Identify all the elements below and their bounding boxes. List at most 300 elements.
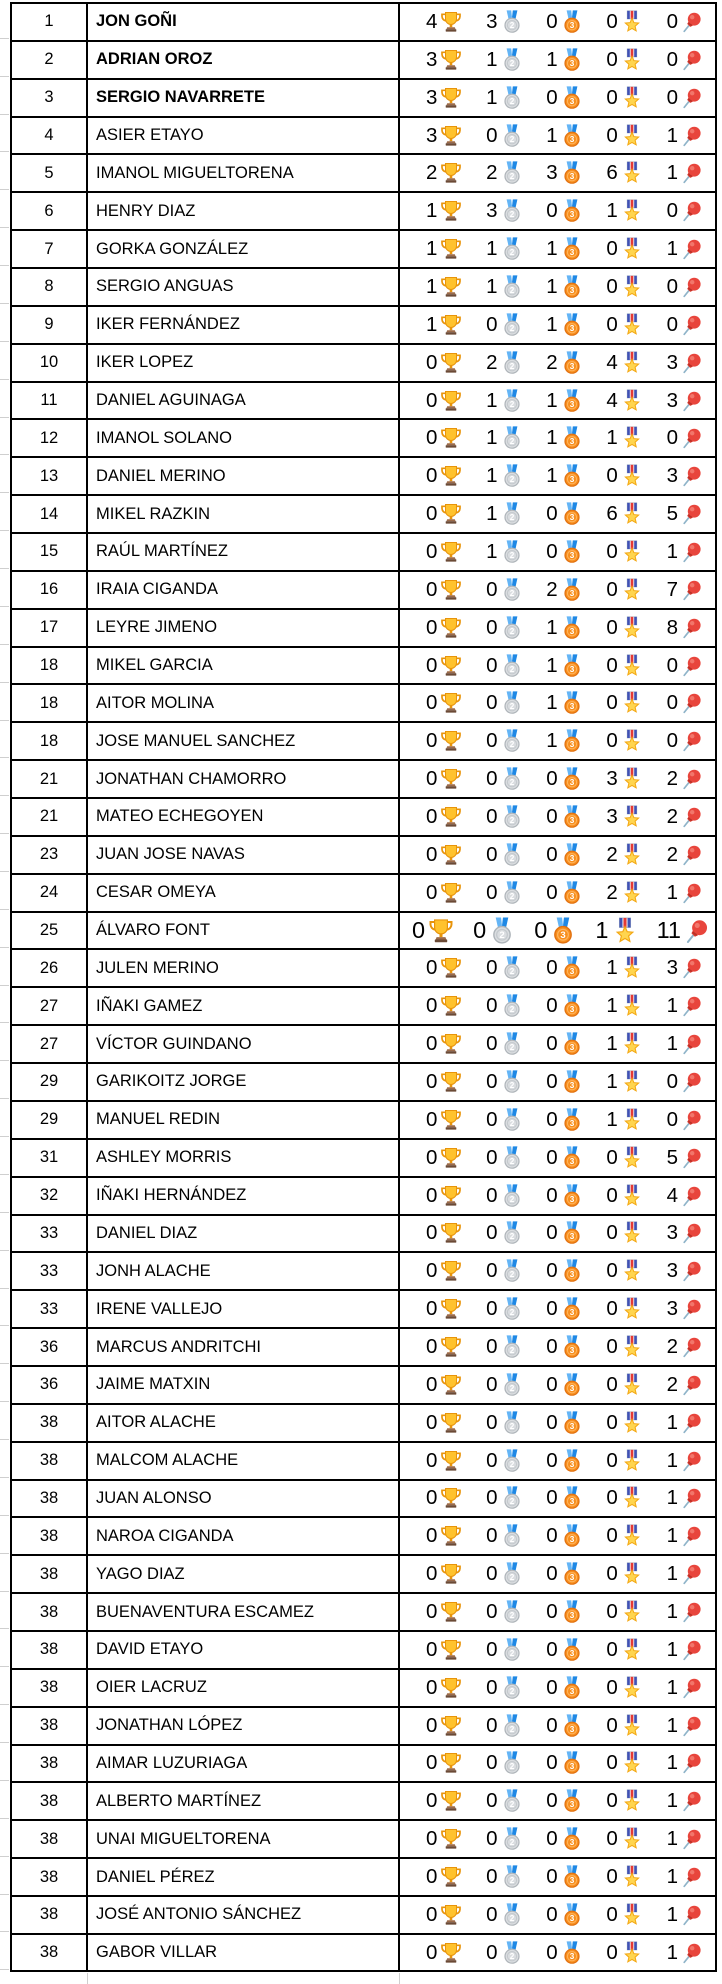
- rank-cell[interactable]: [12, 1746, 88, 1782]
- rank-cell[interactable]: [12, 1594, 88, 1630]
- stats-cell[interactable]: [400, 1783, 715, 1819]
- stats-cell[interactable]: [400, 723, 715, 759]
- rank-cell[interactable]: [12, 345, 88, 381]
- svg-text:3: 3: [569, 1119, 574, 1129]
- stats-cell[interactable]: [400, 345, 715, 381]
- name-cell[interactable]: [88, 1405, 400, 1441]
- bronze_medals-count: 0: [546, 842, 558, 866]
- stats-cell[interactable]: [400, 1821, 715, 1857]
- name-cell[interactable]: [88, 1064, 400, 1100]
- pushpin-icon: [680, 691, 704, 715]
- star_medals-stat: [606, 616, 643, 640]
- rank-cell[interactable]: [12, 723, 88, 759]
- star_medals-count: 0: [606, 1486, 618, 1510]
- name-cell[interactable]: [88, 193, 400, 229]
- svg-text:3: 3: [569, 437, 574, 447]
- name-cell[interactable]: [88, 723, 400, 759]
- name-cell[interactable]: [88, 648, 400, 684]
- rank-cell[interactable]: [12, 1178, 88, 1214]
- name-cell[interactable]: [88, 80, 400, 116]
- rank-cell[interactable]: [12, 1443, 88, 1479]
- rank-cell[interactable]: [12, 1859, 88, 1895]
- name-cell[interactable]: [88, 988, 400, 1024]
- bronze_medals-stat: [546, 1373, 583, 1397]
- name-cell[interactable]: [88, 307, 400, 343]
- rank-cell[interactable]: [12, 1783, 88, 1819]
- gridline-stub: [0, 1969, 9, 1970]
- bronze_medals-stat: [546, 1221, 583, 1245]
- rank-cell[interactable]: [12, 496, 88, 532]
- silver_medals-stat: [486, 1259, 523, 1283]
- pushpin-icon: [680, 1751, 704, 1775]
- silver_medals-stat: [486, 1449, 523, 1473]
- military-medal-icon: [620, 313, 644, 337]
- rank-cell[interactable]: [12, 799, 88, 835]
- stats-cell[interactable]: [400, 1481, 715, 1517]
- stats-cell[interactable]: [400, 1329, 715, 1365]
- stats-cell[interactable]: [400, 155, 715, 191]
- bronze_medals-stat: [546, 199, 583, 223]
- military-medal-icon: [620, 654, 644, 678]
- star_medals-count: 0: [606, 1713, 618, 1737]
- rank-cell[interactable]: [12, 155, 88, 191]
- svg-text:2: 2: [509, 172, 514, 182]
- name-cell[interactable]: [88, 1821, 400, 1857]
- star_medals-count: 1: [606, 426, 618, 450]
- name-cell[interactable]: [88, 534, 400, 570]
- player-name: JUAN JOSE NAVAS: [96, 845, 245, 864]
- stats-cell[interactable]: [400, 1140, 715, 1176]
- trophies-stat: [426, 1108, 463, 1132]
- silver-medal-icon: [500, 1411, 524, 1435]
- name-cell[interactable]: [88, 1670, 400, 1706]
- svg-text:2: 2: [509, 1308, 514, 1318]
- trophies-stat: [426, 843, 463, 867]
- military-medal-icon: [620, 1297, 644, 1321]
- bronze_medals-stat: [546, 1865, 583, 1889]
- svg-text:2: 2: [509, 702, 514, 712]
- pins-count: 1: [666, 237, 678, 261]
- name-cell[interactable]: [88, 496, 400, 532]
- trophies-count: 0: [426, 388, 438, 412]
- stats-cell[interactable]: [400, 1367, 715, 1403]
- trophies-stat: [426, 1638, 463, 1662]
- rank-cell[interactable]: [12, 383, 88, 419]
- name-cell[interactable]: [88, 761, 400, 797]
- name-cell[interactable]: [88, 1783, 400, 1819]
- trophies-count: 3: [426, 85, 438, 109]
- svg-text:2: 2: [509, 1119, 514, 1129]
- stats-cell[interactable]: [400, 118, 715, 154]
- bronze_medals-count: 0: [546, 1524, 558, 1548]
- stats-cell[interactable]: [400, 648, 715, 684]
- stats-cell[interactable]: [400, 534, 715, 570]
- rank-cell[interactable]: [12, 1216, 88, 1252]
- name-cell[interactable]: [88, 1026, 400, 1062]
- bronze-medal-icon: [560, 464, 584, 488]
- rank-value: 38: [39, 1488, 59, 1507]
- trophies-stat: [426, 464, 463, 488]
- svg-text:2: 2: [509, 854, 514, 864]
- military-medal-icon: [620, 1184, 644, 1208]
- stats-cell[interactable]: [400, 458, 715, 494]
- name-cell[interactable]: [88, 1216, 400, 1252]
- stats-cell[interactable]: [400, 4, 715, 40]
- name-cell[interactable]: [88, 458, 400, 494]
- pushpin-icon: [680, 994, 704, 1018]
- rank-cell[interactable]: [12, 875, 88, 911]
- table-row: [12, 534, 715, 572]
- name-cell[interactable]: [88, 383, 400, 419]
- gridline-stub: [0, 1553, 9, 1554]
- name-cell[interactable]: [88, 913, 400, 949]
- rank-cell[interactable]: [12, 193, 88, 229]
- rank-cell[interactable]: [12, 1632, 88, 1668]
- trophies-count: 0: [426, 577, 438, 601]
- star_medals-count: 1: [606, 1069, 618, 1093]
- bronze_medals-stat: [546, 351, 583, 375]
- stats-cell[interactable]: [400, 1518, 715, 1554]
- name-cell[interactable]: [88, 420, 400, 456]
- name-cell[interactable]: [88, 610, 400, 646]
- player-name: SERGIO NAVARRETE: [96, 88, 265, 107]
- stats-cell[interactable]: [400, 1897, 715, 1933]
- trophies-stat: [426, 729, 463, 753]
- stats-cell[interactable]: [400, 988, 715, 1024]
- player-name: DANIEL DIAZ: [96, 1223, 198, 1242]
- stats-cell[interactable]: [400, 799, 715, 835]
- rank-cell[interactable]: [12, 458, 88, 494]
- silver-medal-icon: [500, 654, 524, 678]
- rank-cell[interactable]: [12, 42, 88, 78]
- bronze_medals-stat: [546, 1827, 583, 1851]
- name-cell[interactable]: [88, 799, 400, 835]
- pins-stat: [667, 313, 704, 337]
- bronze_medals-count: 0: [546, 1562, 558, 1586]
- silver_medals-count: 0: [486, 1600, 498, 1624]
- rank-cell[interactable]: [12, 307, 88, 343]
- star_medals-count: 0: [606, 85, 618, 109]
- name-cell[interactable]: [88, 118, 400, 154]
- stats-cell[interactable]: [400, 1178, 715, 1214]
- pins-stat: [667, 502, 704, 526]
- bronze_medals-count: 0: [546, 1221, 558, 1245]
- name-cell[interactable]: [88, 231, 400, 267]
- rank-cell[interactable]: [12, 118, 88, 154]
- rank-cell[interactable]: [12, 1708, 88, 1744]
- svg-text:3: 3: [569, 1232, 574, 1242]
- stats-cell[interactable]: [400, 950, 715, 986]
- stats-cell[interactable]: [400, 1253, 715, 1289]
- rank-cell[interactable]: [12, 4, 88, 40]
- name-cell[interactable]: [88, 1632, 400, 1668]
- svg-text:3: 3: [569, 1649, 574, 1659]
- table-row: [12, 4, 715, 42]
- star_medals-stat: [606, 729, 643, 753]
- rank-cell[interactable]: [12, 1935, 88, 1971]
- rank-cell[interactable]: [12, 1329, 88, 1365]
- silver_medals-count: 0: [473, 917, 487, 944]
- bronze_medals-count: 0: [546, 1410, 558, 1434]
- pushpin-icon: [680, 1297, 704, 1321]
- trophies-count: 0: [426, 464, 438, 488]
- table-row: [12, 1140, 715, 1178]
- gridline-stub: [0, 1098, 9, 1099]
- svg-text:2: 2: [509, 96, 514, 106]
- player-name: JOSÉ ANTONIO SÁNCHEZ: [96, 1905, 302, 1924]
- rank-cell[interactable]: [12, 80, 88, 116]
- star_medals-count: 0: [606, 653, 618, 677]
- bronze_medals-count: 1: [546, 426, 558, 450]
- silver_medals-count: 0: [486, 1902, 498, 1926]
- trophy-icon: [439, 1562, 463, 1586]
- stats-cell[interactable]: [400, 1670, 715, 1706]
- trophies-stat: [426, 48, 463, 72]
- rank-cell[interactable]: [12, 1897, 88, 1933]
- rank-cell[interactable]: [12, 420, 88, 456]
- name-cell[interactable]: [88, 1178, 400, 1214]
- star_medals-count: 0: [606, 312, 618, 336]
- name-cell[interactable]: [88, 1329, 400, 1365]
- svg-text:3: 3: [569, 816, 574, 826]
- rank-cell[interactable]: [12, 1367, 88, 1403]
- rank-cell[interactable]: [12, 950, 88, 986]
- bronze-medal-icon: [560, 1411, 584, 1435]
- name-cell[interactable]: [88, 42, 400, 78]
- name-cell[interactable]: [88, 1594, 400, 1630]
- pins-count: 3: [666, 1221, 678, 1245]
- table-row: [12, 761, 715, 799]
- name-cell[interactable]: [88, 1140, 400, 1176]
- stats-cell[interactable]: [400, 420, 715, 456]
- svg-text:2: 2: [509, 323, 514, 333]
- trophies-count: 0: [426, 1902, 438, 1926]
- name-cell[interactable]: [88, 685, 400, 721]
- svg-text:3: 3: [569, 1611, 574, 1621]
- table-row: [12, 1783, 715, 1821]
- player-name: JOSE MANUEL SANCHEZ: [96, 731, 296, 750]
- stats-cell[interactable]: [400, 1405, 715, 1441]
- pushpin-icon: [680, 1184, 704, 1208]
- bronze-medal-icon: [560, 805, 584, 829]
- silver_medals-count: 0: [486, 653, 498, 677]
- player-name: AITOR MOLINA: [96, 693, 214, 712]
- name-cell[interactable]: [88, 1935, 400, 1971]
- name-cell[interactable]: [88, 572, 400, 608]
- rank-cell[interactable]: [12, 534, 88, 570]
- rank-cell[interactable]: [12, 610, 88, 646]
- name-cell[interactable]: [88, 1556, 400, 1592]
- rank-cell[interactable]: [12, 1140, 88, 1176]
- silver_medals-count: 0: [486, 1448, 498, 1472]
- gridline-stub: [0, 1856, 9, 1857]
- stats-cell[interactable]: [400, 572, 715, 608]
- name-cell[interactable]: [88, 1481, 400, 1517]
- player-name: ASHLEY MORRIS: [96, 1148, 232, 1167]
- star_medals-stat: [606, 1411, 643, 1435]
- stats-cell[interactable]: [400, 269, 715, 305]
- name-cell[interactable]: [88, 1291, 400, 1327]
- bronze-medal-icon: [560, 956, 584, 980]
- rank-cell[interactable]: [12, 1064, 88, 1100]
- stats-cell[interactable]: [400, 1216, 715, 1252]
- stats-cell[interactable]: [400, 837, 715, 873]
- stats-cell[interactable]: [400, 761, 715, 797]
- gridline-stub: [0, 1250, 9, 1251]
- rank-cell[interactable]: [12, 1102, 88, 1138]
- silver_medals-count: 0: [486, 729, 498, 753]
- bronze_medals-count: 0: [546, 85, 558, 109]
- stats-cell[interactable]: [400, 1632, 715, 1668]
- name-cell[interactable]: [88, 875, 400, 911]
- name-cell[interactable]: [88, 1518, 400, 1554]
- gridline-stub: [0, 1894, 9, 1895]
- military-medal-icon: [620, 1032, 644, 1056]
- stats-cell[interactable]: [400, 1556, 715, 1592]
- rank-cell[interactable]: [12, 913, 88, 949]
- player-name: GABOR VILLAR: [96, 1943, 218, 1962]
- stats-cell[interactable]: [400, 1026, 715, 1062]
- svg-text:3: 3: [569, 1421, 574, 1431]
- rank-cell[interactable]: [12, 1253, 88, 1289]
- rank-cell[interactable]: [12, 761, 88, 797]
- rank-cell[interactable]: [12, 837, 88, 873]
- trophies-stat: [426, 1486, 463, 1510]
- name-cell[interactable]: [88, 1708, 400, 1744]
- bronze-medal-icon: [560, 1335, 584, 1359]
- rank-cell[interactable]: [12, 1556, 88, 1592]
- trophies-count: 0: [426, 1335, 438, 1358]
- stats-cell[interactable]: [400, 496, 715, 532]
- pushpin-icon: [680, 1600, 704, 1624]
- pushpin-icon: [680, 1714, 704, 1738]
- stats-cell[interactable]: [400, 1102, 715, 1138]
- rank-cell[interactable]: [12, 1405, 88, 1441]
- gridline-stub: [399, 1973, 400, 1984]
- stats-cell[interactable]: [400, 1746, 715, 1782]
- stats-cell[interactable]: [400, 610, 715, 646]
- name-cell[interactable]: [88, 1443, 400, 1479]
- rank-cell[interactable]: [12, 231, 88, 267]
- svg-text:3: 3: [569, 1914, 574, 1924]
- trophies-count: 0: [426, 1637, 438, 1661]
- stats-cell[interactable]: [400, 685, 715, 721]
- rank-cell[interactable]: [12, 1518, 88, 1554]
- stats-cell[interactable]: [400, 1935, 715, 1971]
- stats-cell[interactable]: [400, 80, 715, 116]
- name-cell[interactable]: [88, 837, 400, 873]
- rank-cell[interactable]: [12, 1026, 88, 1062]
- rank-cell[interactable]: [12, 648, 88, 684]
- name-cell[interactable]: [88, 1102, 400, 1138]
- rank-value: 8: [44, 277, 54, 296]
- rank-cell[interactable]: [12, 1821, 88, 1857]
- name-cell[interactable]: [88, 1367, 400, 1403]
- name-cell[interactable]: [88, 1746, 400, 1782]
- stats-cell[interactable]: [400, 1708, 715, 1744]
- svg-text:2: 2: [509, 1156, 514, 1166]
- gridline-stub: [0, 189, 9, 190]
- stats-cell[interactable]: [400, 1064, 715, 1100]
- star_medals-count: 3: [606, 804, 618, 828]
- bronze_medals-count: 0: [546, 1297, 558, 1321]
- player-name: DANIEL MERINO: [96, 466, 226, 485]
- trophy-icon: [439, 1221, 463, 1245]
- bronze-medal-icon: [560, 767, 584, 791]
- rank-value: 10: [39, 353, 59, 372]
- name-cell[interactable]: [88, 950, 400, 986]
- trophy-icon: [439, 540, 463, 564]
- svg-text:2: 2: [509, 1838, 514, 1848]
- name-cell[interactable]: [88, 1253, 400, 1289]
- military-medal-icon: [620, 1751, 644, 1775]
- bronze-medal-icon: [560, 1032, 584, 1056]
- rank-cell[interactable]: [12, 269, 88, 305]
- stats-cell[interactable]: [400, 193, 715, 229]
- star_medals-count: 1: [606, 1032, 618, 1056]
- rank-cell[interactable]: [12, 685, 88, 721]
- silver-medal-icon: [500, 1486, 524, 1510]
- silver_medals-stat: [486, 1297, 523, 1321]
- rank-cell[interactable]: [12, 988, 88, 1024]
- silver_medals-count: 3: [486, 199, 498, 223]
- bronze_medals-stat: [546, 389, 583, 413]
- silver_medals-stat: [486, 10, 523, 34]
- pushpin-icon: [680, 1032, 704, 1056]
- rank-cell[interactable]: [12, 1670, 88, 1706]
- silver-medal-icon: [500, 1751, 524, 1775]
- bronze-medal-icon: [560, 48, 584, 72]
- rank-cell[interactable]: [12, 1481, 88, 1517]
- name-cell[interactable]: [88, 345, 400, 381]
- rank-cell[interactable]: [12, 572, 88, 608]
- trophy-icon: [439, 729, 463, 753]
- silver_medals-count: 1: [486, 47, 498, 71]
- star_medals-count: 0: [606, 123, 618, 147]
- military-medal-icon: [620, 956, 644, 980]
- rank-value: 2: [44, 50, 54, 69]
- silver-medal-icon: [500, 1070, 524, 1094]
- stats-cell[interactable]: [400, 913, 715, 949]
- stats-cell[interactable]: [400, 231, 715, 267]
- silver_medals-stat: [486, 124, 523, 148]
- name-cell[interactable]: [88, 269, 400, 305]
- name-cell[interactable]: [88, 1897, 400, 1933]
- name-cell[interactable]: [88, 155, 400, 191]
- stats-cell[interactable]: [400, 1594, 715, 1630]
- star_medals-count: 0: [606, 1372, 618, 1396]
- gridline-stub: [0, 303, 9, 304]
- stats-cell[interactable]: [400, 875, 715, 911]
- pushpin-icon: [680, 540, 704, 564]
- stats-cell[interactable]: [400, 42, 715, 78]
- gridline-stub: [0, 379, 9, 380]
- pins-count: 1: [666, 1486, 678, 1510]
- stats-cell[interactable]: [400, 383, 715, 419]
- stats-cell[interactable]: [400, 1859, 715, 1895]
- rank-value: 38: [39, 1640, 59, 1659]
- stats-cell[interactable]: [400, 1443, 715, 1479]
- player-name: MIKEL GARCIA: [96, 656, 213, 675]
- name-cell[interactable]: [88, 1859, 400, 1895]
- name-cell[interactable]: [88, 4, 400, 40]
- trophy-icon: [439, 48, 463, 72]
- stats-cell[interactable]: [400, 1291, 715, 1327]
- stats-cell[interactable]: [400, 307, 715, 343]
- silver_medals-stat: [486, 1335, 523, 1359]
- pushpin-icon: [683, 917, 711, 945]
- rank-cell[interactable]: [12, 1291, 88, 1327]
